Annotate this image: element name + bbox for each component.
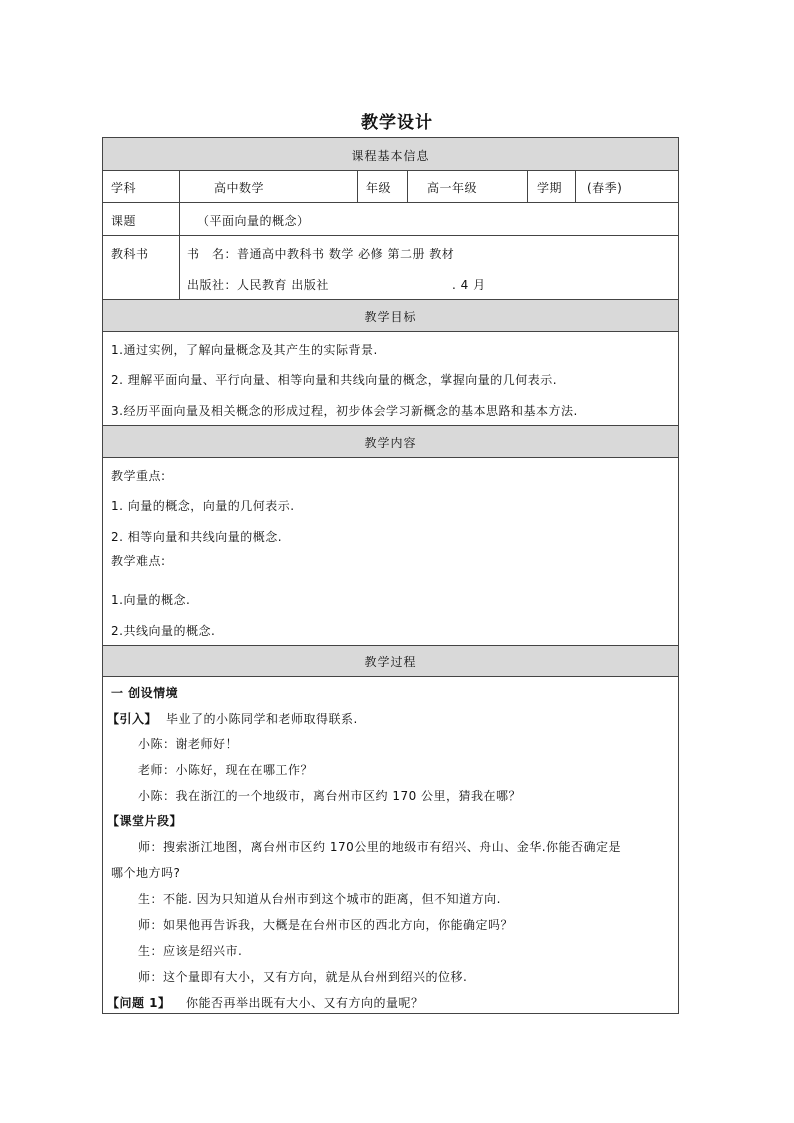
objectives-title: 教学目标	[364, 310, 417, 324]
publish-month: . 4 月	[452, 278, 486, 292]
row-divider	[102, 645, 679, 646]
term-value: (春季)	[587, 181, 623, 195]
dialog-line: 小陈：我在浙江的一个地级市，离台州市区约 170 公里，猜我在哪？	[138, 789, 522, 803]
section-heading: 一 创设情境	[111, 686, 179, 700]
clip-line: 师：如果他再告诉我，大概是在台州市区的西北方向，你能确定吗？	[138, 918, 514, 932]
clip-line: 师：搜索浙江地图，离台州市区约 170公里的地级市有绍兴、舟山、金华.你能否确定是	[138, 840, 622, 854]
intro-text: 毕业了的小陈同学和老师取得联系.	[166, 712, 358, 726]
subject-value: 高中数学	[214, 181, 265, 195]
difficult-point-item: 1.向量的概念.	[111, 593, 191, 607]
subject-label: 学科	[111, 181, 137, 195]
topic-label: 课题	[111, 214, 137, 228]
difficult-point-item: 2.共线向量的概念.	[111, 624, 216, 638]
publisher-line: 出版社：人民教育 出版社	[187, 278, 329, 292]
clip-line: 师：这个量即有大小，又有方向，就是从台州到绍兴的位移.	[138, 970, 468, 984]
row-divider	[102, 331, 679, 332]
page-title: 教学设计	[361, 113, 433, 133]
intro-tag: 【引入】	[107, 712, 158, 726]
objective-item: 1.通过实例，了解向量概念及其产生的实际背景.	[111, 343, 378, 357]
dialog-line: 老师：小陈好，现在在哪工作？	[138, 763, 314, 777]
term-label: 学期	[537, 181, 563, 195]
topic-value: （平面向量的概念）	[197, 214, 310, 228]
key-points-label: 教学重点:	[111, 469, 166, 483]
col-divider	[527, 170, 528, 202]
row-divider	[102, 299, 679, 300]
dialog-line: 小陈：谢老师好！	[138, 737, 239, 751]
clip-line: 生：应该是绍兴市.	[138, 944, 243, 958]
grade-value: 高一年级	[427, 181, 478, 195]
textbook-label: 教科书	[111, 247, 149, 261]
clip-line: 生：不能. 因为只知道从台州市到这个城市的距离，但不知道方向.	[138, 892, 501, 906]
key-point-item: 2. 相等向量和共线向量的概念.	[111, 530, 283, 544]
col-divider	[179, 170, 180, 299]
row-divider	[102, 457, 679, 458]
col-divider	[357, 170, 358, 202]
process-title: 教学过程	[364, 655, 417, 669]
row-divider	[102, 170, 679, 171]
clip-line: 哪个地方吗?	[111, 866, 181, 880]
question-tag: 【问题 1】	[107, 996, 171, 1010]
row-divider	[102, 425, 679, 426]
col-divider	[575, 170, 576, 202]
key-point-item: 1. 向量的概念，向量的几何表示.	[111, 499, 295, 513]
basic-info-title: 课程基本信息	[351, 149, 430, 163]
book-name-line: 书 名：普通高中教科书 数学 必修 第二册 教材	[187, 247, 455, 261]
objective-item: 2. 理解平面向量、平行向量、相等向量和共线向量的概念，掌握向量的几何表示.	[111, 373, 558, 387]
row-divider	[102, 202, 679, 203]
clip-tag: 【课堂片段】	[107, 814, 183, 828]
content-title: 教学内容	[364, 436, 417, 450]
grade-label: 年级	[366, 181, 392, 195]
row-divider	[102, 676, 679, 677]
lesson-table	[102, 137, 679, 1014]
question-text: 你能否再举出既有大小、又有方向的量呢？	[186, 996, 424, 1010]
objective-item: 3.经历平面向量及相关概念的形成过程，初步体会学习新概念的基本思路和基本方法.	[111, 404, 578, 418]
col-divider	[407, 170, 408, 202]
difficult-points-label: 教学难点:	[111, 554, 166, 568]
row-divider	[102, 235, 679, 236]
